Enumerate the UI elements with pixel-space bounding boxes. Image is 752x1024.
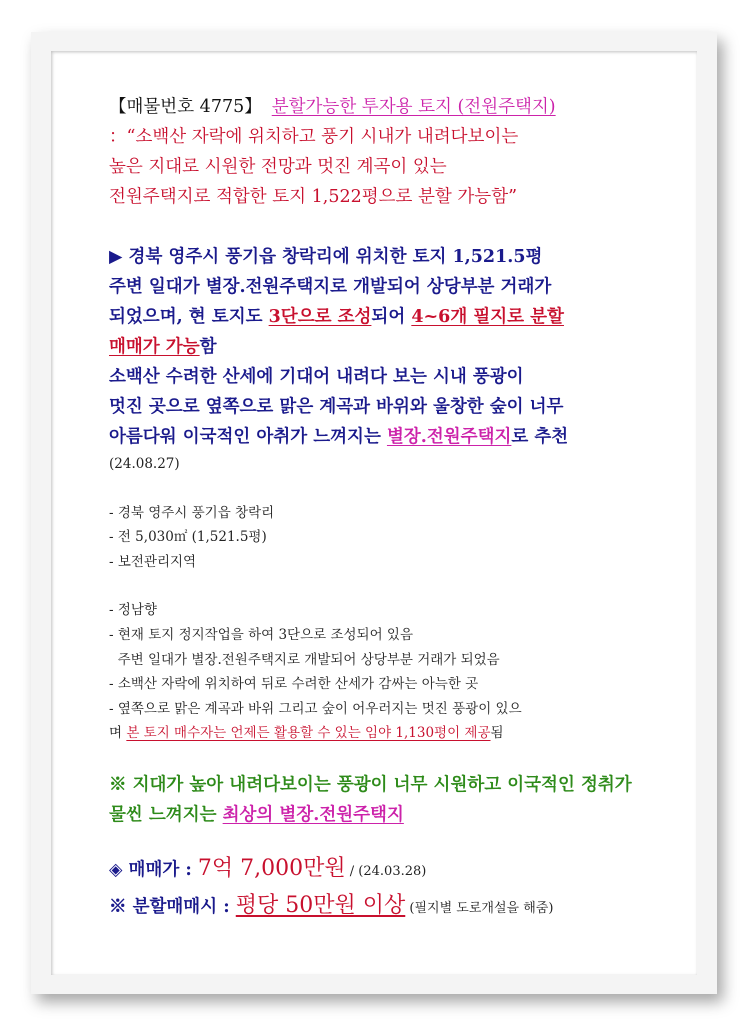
detail-bonus-highlight: 본 토지 매수자는 언제든 활용할 수 있는 임야 1,130평이 제공 [126, 725, 491, 742]
detail-orientation: - 정남향 [109, 602, 157, 619]
summary-line-2: 주변 일대가 별장.전원주택지로 개발되어 상당부분 거래가 [109, 277, 552, 297]
summary-line-3 [109, 302, 669, 332]
summary-line-6: 멋진 곳으로 옆쪽으로 맑은 계곡과 바위와 울창한 숲이 너무 [109, 397, 564, 417]
summary-highlight-sale: 매매가 가능 [109, 337, 200, 357]
detail-text: 됨 [490, 725, 504, 742]
detail-zoning: - 보전관리지역 [109, 553, 197, 570]
split-price-label: ※ 분할매매시 : [109, 896, 236, 917]
price-value: 7억 7,000만원 [197, 855, 346, 881]
summary-date: (24.08.27) [109, 456, 180, 472]
detail-text: 며 [109, 725, 127, 742]
quote-line-3: 전원주택지로 적합한 토지 1,522평으로 분할 가능함” [109, 187, 518, 207]
summary-line-1: ▶ 경북 영주시 풍기읍 창락리에 위치한 토지 1,521.5평 [109, 247, 543, 267]
summary-highlight-split: 4~6개 필지로 분할 [411, 307, 564, 327]
summary-highlight-villa: 별장.전원주택지 [386, 427, 512, 447]
highlight-line-2 [109, 800, 669, 830]
detail-terrace: - 현재 토지 정지작업을 하여 3단으로 조성되어 있음 [109, 626, 414, 643]
listing-title: 분할가능한 투자용 토지 (전원주택지) [271, 97, 556, 117]
summary-line-7 [109, 422, 669, 452]
detail-area: - 전 5,030㎡ (1,521.5평) [109, 529, 267, 546]
summary-highlight-terrace: 3단으로 조성 [268, 307, 372, 327]
listing-number: 【매물번호 4775】 [109, 97, 262, 117]
detail-surroundings: 주변 일대가 별장.전원주택지로 개발되어 상당부분 거래가 되었음 [109, 651, 500, 668]
listing-header [109, 92, 669, 122]
summary-text: 아름다워 이국적인 아취가 느껴지는 [109, 427, 387, 447]
detail-mountain: - 소백산 자락에 위치하여 뒤로 수려한 산세가 감싸는 아늑한 곳 [109, 676, 479, 693]
summary-text: 함 [199, 337, 217, 357]
price-date: / (24.03.28) [345, 863, 427, 879]
highlight-villa: 최상의 별장.전원주택지 [222, 804, 404, 825]
summary-line-4 [109, 332, 669, 362]
detail-location: - 경북 영주시 풍기읍 창락리 [109, 504, 275, 521]
price-label: ◈ 매매가 : [109, 859, 198, 880]
split-price-line [109, 889, 669, 926]
detail-valley: - 옆쪽으로 맑은 계곡과 바위 그리고 숲이 어우러지는 멋진 풍광이 있으 [109, 700, 522, 717]
highlight-line-1: ※ 지대가 높아 내려다보이는 풍광이 너무 시원하고 이국적인 정취가 [109, 774, 632, 795]
quote-line-1: ：“소백산 자락에 위치하고 풍기 시내가 내려다보이는 [109, 127, 519, 147]
summary-text: 로 추천 [511, 427, 569, 447]
summary-text: 되었으며, 현 토지도 [109, 307, 269, 327]
summary-text: 되어 [371, 307, 412, 327]
summary-line-5: 소백산 수려한 산세에 기대어 내려다 보는 시내 풍광이 [109, 367, 524, 387]
split-price-value: 평당 50만원 이상 [235, 892, 406, 918]
highlight-text: 물씬 느껴지는 [109, 804, 223, 825]
price-line [109, 852, 669, 889]
split-price-note: (필지별 도로개설을 해줌) [405, 900, 554, 916]
detail-bonus [109, 721, 669, 746]
quote-line-2: 높은 지대로 시원한 전망과 멋진 계곡이 있는 [109, 157, 447, 177]
listing-content [109, 92, 669, 926]
